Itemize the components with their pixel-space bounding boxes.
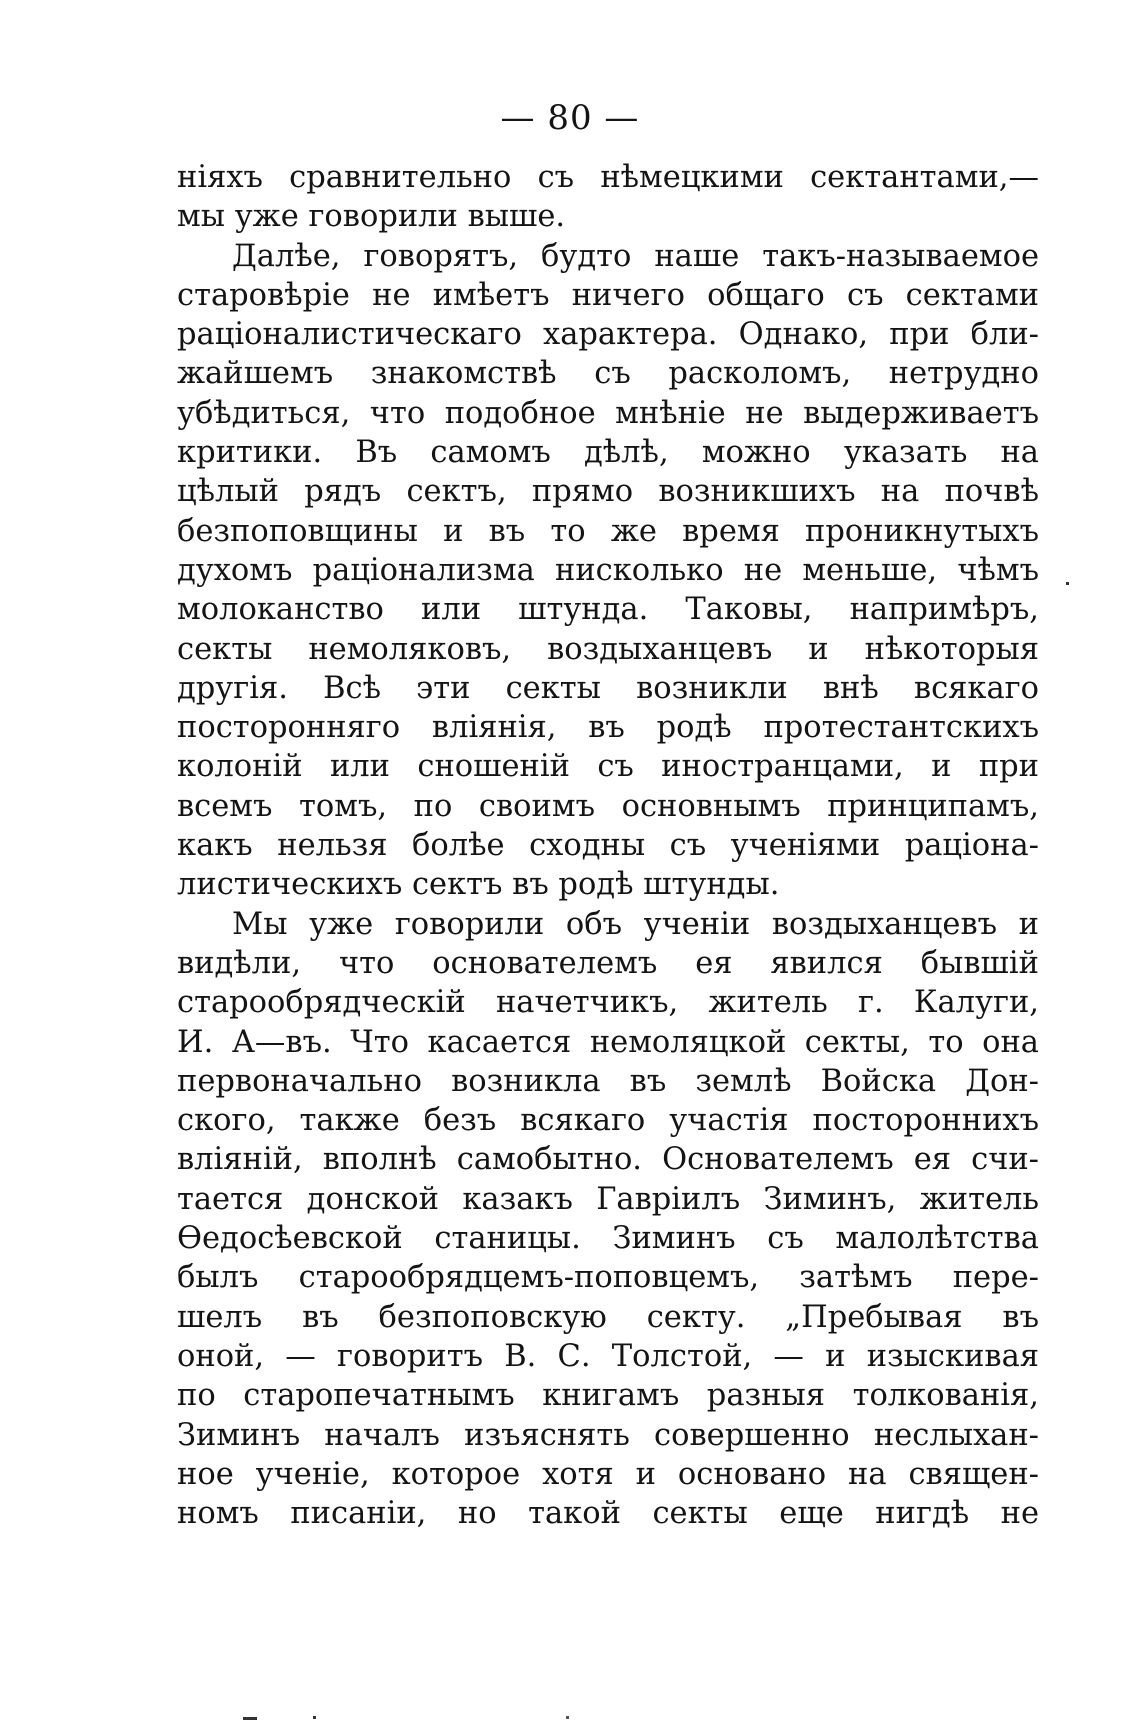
text-line: былъ старообрядцемъ-поповцемъ, затѣмъ пере- [177,1260,1039,1296]
page-number: — 80 — [500,98,640,138]
scan-speck [566,1716,569,1719]
text-line: тается донской казакъ Гавріилъ Зиминъ, житель [177,1181,1039,1217]
text-line: оной, — говоритъ В. С. Толстой, — и изыскивая [177,1338,1039,1374]
text-line: вліяній, вполнѣ самобытно. Основателемъ ея счи- [177,1142,1039,1178]
text-line: другія. Всѣ эти секты возникли внѣ всякаго [177,670,1039,706]
text-line: ского, также безъ всякаго участія постороннихъ [177,1103,1039,1139]
text-line: Далѣе, говорятъ, будто наше такъ-называемое [232,238,1039,274]
scan-speck [1066,582,1069,585]
text-line: старообрядческій начетчикъ, житель г. Калуги, [177,985,1039,1021]
text-line: цѣлый рядъ сектъ, прямо возникшихъ на почвѣ [177,474,1039,510]
text-line: убѣдиться, что подобное мнѣніе не выдерживаетъ [177,395,1039,431]
text-line: ніяхъ сравнительно съ нѣмецкими сектантами,— [177,160,1039,195]
text-line: шелъ въ безпоповскую секту. „Пребывая въ [177,1299,1039,1335]
text-line: И. А—въ. Что касается немоляцкой секты, то она [177,1024,1039,1060]
text-line: колоній или сношеній съ иностранцами, и при [177,749,1039,785]
text-line: номъ писаніи, но такой секты еще нигдѣ не [177,1496,1039,1532]
text-line: секты немоляковъ, воздыханцевъ и нѣкоторыя [177,631,1039,667]
text-line: раціоналистическаго характера. Однако, при бли- [177,317,1039,353]
scan-speck [313,1716,316,1719]
text-line: по старопечатнымъ книгамъ разныя толкованія, [177,1378,1039,1414]
text-line: жайшемъ знакомствѣ съ расколомъ, нетрудно [177,356,1039,392]
text-line: посторонняго вліянія, въ родѣ протестантскихъ [177,710,1039,746]
body-text [177,158,1039,1533]
text-line: первоначально возникла въ землѣ Войска Дон- [177,1063,1039,1099]
text-line: Ѳедосѣевской станицы. Зиминъ съ малолѣтства [177,1221,1039,1257]
text-line: видѣли, что основателемъ ея явился бывшій [177,945,1039,981]
text-line: старовѣріе не имѣетъ ничего общаго съ сектами [177,277,1039,313]
text-line: критики. Въ самомъ дѣлѣ, можно указать на [177,435,1039,471]
text-line: какъ нельзя болѣе сходны съ ученіями раціона- [177,828,1039,864]
scan-speck [243,1717,257,1720]
text-line: Мы уже говорили объ ученіи воздыханцевъ и [232,906,1039,942]
text-line: безпоповщины и въ то же время проникнутыхъ [177,513,1039,549]
text-line: всемъ томъ, по своимъ основнымъ принципамъ, [177,788,1039,824]
text-line: молоканство или штунда. Таковы, напримѣръ, [177,592,1039,628]
text-line: ное ученіе, которое хотя и основано на священ- [177,1456,1039,1492]
text-line: мы уже говорили выше. [177,199,566,235]
text-line: духомъ раціонализма нисколько не меньше, чѣмъ [177,552,1039,588]
text-line: листическихъ сектъ въ родѣ штунды. [177,867,780,903]
text-line: Зиминъ началъ изъяснять совершенно неслыхан- [177,1417,1039,1453]
